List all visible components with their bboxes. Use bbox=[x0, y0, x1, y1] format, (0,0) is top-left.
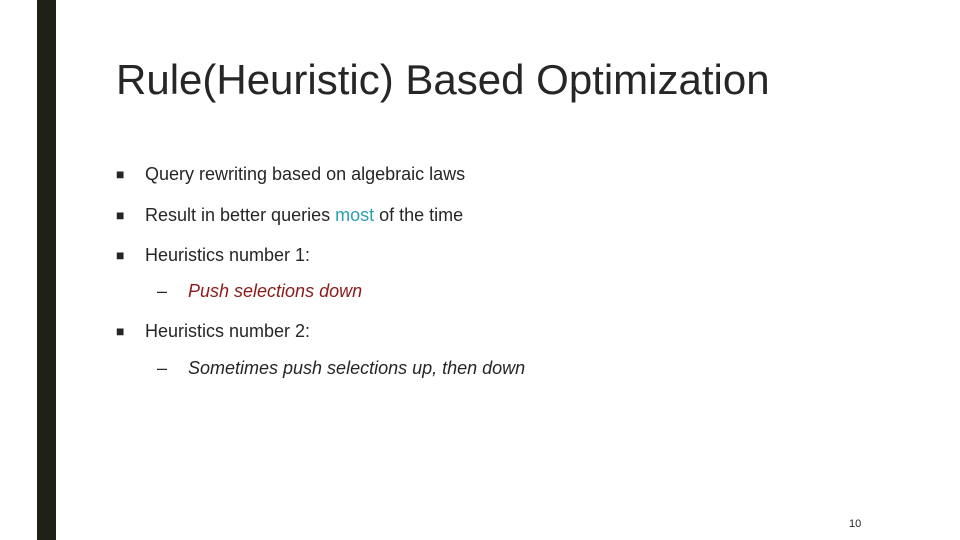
left-accent-bar bbox=[37, 0, 56, 540]
sub-bullet-text: Sometimes push selections up, then down bbox=[188, 358, 526, 378]
bullet-text-after: of the time bbox=[374, 205, 464, 225]
bullet-text: Heuristics number 1: bbox=[145, 245, 311, 265]
square-bullet-icon: ■ bbox=[116, 247, 125, 263]
dash-bullet-icon: – bbox=[157, 281, 168, 301]
highlight-word: most bbox=[335, 205, 375, 225]
dash-bullet-icon: – bbox=[157, 358, 168, 378]
bullet-text: Heuristics number 2: bbox=[145, 321, 311, 341]
square-bullet-icon: ■ bbox=[116, 166, 125, 182]
sub-bullet-text: Push selections down bbox=[188, 281, 363, 301]
bullet-text: Query rewriting based on algebraic laws bbox=[145, 164, 466, 184]
slide-title: Rule(Heuristic) Based Optimization bbox=[116, 56, 770, 103]
bullet-text-before: Result in better queries bbox=[145, 205, 336, 225]
bullet-text bbox=[145, 203, 463, 227]
square-bullet-icon: ■ bbox=[116, 207, 125, 223]
page-number: 10 bbox=[849, 518, 862, 530]
square-bullet-icon: ■ bbox=[116, 323, 125, 339]
